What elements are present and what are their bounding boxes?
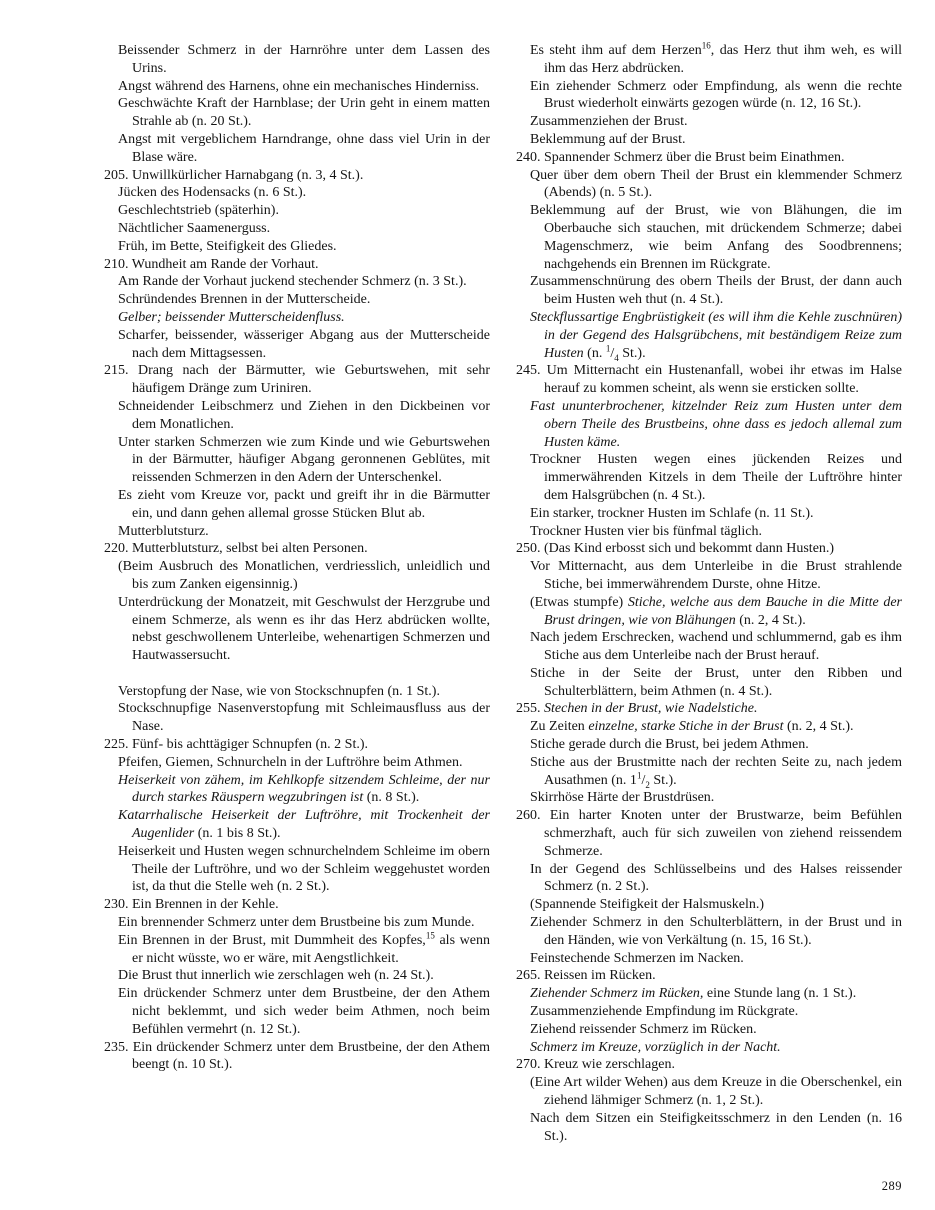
text-run: Beklemmung auf der Brust, wie von Blähungen, die im Oberbauche sich stauchen, mit drückendem Schmerze; dabei Magenschmerz, wie beim Anfang des Soodbrennens; nachgehends ein Brennen im Rückgrate. (530, 203, 902, 272)
symptom-entry (104, 487, 490, 523)
text-run: Geschlechtstrieb (späterhin). (118, 203, 279, 219)
text-run: Die Brust thut innerlich wie zerschlagen weh (n. 24 St.). (118, 968, 434, 984)
symptom-entry (516, 113, 902, 131)
text-run: Ziehender Schmerz im Rücken, (530, 986, 704, 1002)
text-run: St.). (649, 772, 677, 788)
text-run: Angst während des Harnens, ohne ein mechanisches Hinderniss. (118, 78, 480, 94)
entry-number: 230. (104, 897, 132, 913)
symptom-entry (104, 167, 490, 185)
symptom-entry (516, 1021, 902, 1039)
symptom-entry (516, 149, 902, 167)
text-run: Gelber; beissender Mutterscheidenfluss. (118, 309, 345, 325)
text-run: Zusammenschnürung des obern Theils der Brust, der dann auch beim Husten weh thut (n. 4 St.). (530, 274, 902, 308)
text-run: Heiserkeit und Husten wegen schnurchelndem Schleime im obern Theile der Luftröhre, und wo der Schleim weggehustet worden ist, da thut die Stelle weh (n. 2 St.). (118, 843, 490, 895)
symptom-entry (516, 1074, 902, 1110)
symptom-entry (104, 558, 490, 594)
text-run: Verstopfung der Nase, wie von Stockschnupfen (n. 1 St.). (118, 683, 440, 699)
symptom-entry (104, 914, 490, 932)
text-run: Trockner Husten wegen eines jückenden Reizes und immerwährenden Kitzels in dem Theile der Luftröhre hinter dem Halsgrübchen (n. 4 St.). (530, 452, 902, 503)
symptom-entry (104, 683, 490, 701)
symptom-entry (104, 309, 490, 327)
symptom-entry (104, 896, 490, 914)
text-run: Nach jedem Erschrecken, wachend und schlummernd, gab es ihm Stiche aus dem Unterleibe nach der Brust herauf. (530, 630, 902, 664)
text-run: Es steht ihm auf dem Herzen (530, 43, 702, 58)
symptom-entry (516, 1039, 902, 1057)
symptom-entry (104, 42, 490, 78)
text-run: Schmerz im Kreuze, vorzüglich in der Nacht. (530, 1039, 781, 1055)
text-run: Ein Brennen in der Kehle. (132, 897, 279, 913)
text-run: (Das Kind erbosst sich und bekommt dann Husten.) (544, 541, 835, 557)
text-run: Jücken des Hodensacks (n. 6 St.). (118, 185, 307, 201)
symptom-entry (516, 540, 902, 558)
symptom-entry (104, 434, 490, 487)
text-run: Schründendes Brennen in der Mutterscheide. (118, 292, 371, 308)
symptom-entry (516, 273, 902, 309)
symptom-entry (104, 967, 490, 985)
symptom-entry (104, 202, 490, 220)
text-run: Unter starken Schmerzen wie zum Kinde und wie Geburtswehen in der Bärmutter, häufiger Abgang geronnenen Geblütes, mit reissenden Schmerzen in den Adern der Unterschenkel. (118, 434, 490, 486)
text-run: Scharfer, beissender, wässeriger Abgang aus der Mutterscheide nach dem Mittagsessen. (118, 327, 490, 361)
symptom-entry (104, 184, 490, 202)
text-run: Um Mitternacht ein Hustenanfall, wobei ihr etwas im Halse herauf zu kommen scheint, als wenn sie ersticken sollte. (544, 363, 903, 397)
text-run: , das Herz thut ihm weh, es will ihm das Herz abdrücken. (544, 43, 902, 76)
symptom-entry (104, 398, 490, 434)
entry-number: 210. (104, 256, 132, 272)
symptom-entry (516, 754, 902, 790)
text-run: (n. 2, 4 St.). (735, 612, 806, 628)
symptom-entry (104, 327, 490, 363)
text-run: Kreuz wie zerschlagen. (544, 1057, 675, 1073)
symptom-entry (104, 273, 490, 291)
text-run: Angst mit vergeblichem Harndrange, ohne dass viel Urin in der Blase wäre. (118, 131, 490, 165)
entry-number: 205. (104, 167, 132, 183)
text-run: einzelne, starke Stiche in der Brust (588, 719, 784, 735)
text-run: (n. 8 St.). (363, 790, 420, 806)
text-block (104, 42, 902, 1145)
entry-number: 215. (104, 363, 138, 379)
symptom-entry (104, 736, 490, 754)
symptom-entry (104, 843, 490, 896)
symptom-entry (104, 1039, 490, 1075)
symptom-entry (104, 523, 490, 541)
text-run: Ein drückender Schmerz unter dem Brustbeine, der den Athem beengt (n. 10 St.). (132, 1039, 490, 1073)
text-run: Wundheit am Rande der Vorhaut. (131, 256, 319, 272)
symptom-entry (516, 789, 902, 807)
symptom-entry (516, 131, 902, 149)
symptom-entry (104, 807, 490, 843)
entry-number: 225. (104, 737, 132, 753)
text-run: Unwillkürlicher Harnabgang (n. 3, 4 St.). (132, 167, 364, 183)
symptom-entry (516, 896, 902, 914)
text-run: St.). (618, 345, 646, 361)
symptom-entry (104, 291, 490, 309)
column (516, 42, 902, 1145)
text-run: Feinstechende Schmerzen im Nacken. (530, 950, 744, 966)
symptom-entry (104, 754, 490, 772)
symptom-entry (516, 309, 902, 362)
text-run: Beklemmung auf der Brust. (530, 131, 686, 147)
text-run: Fast ununterbrochener, kitzelnder Reiz zum Husten unter dem obern Theile des Brustbeins, ohne dass es jedoch allemal zum Husten käme. (530, 398, 902, 450)
symptom-entry (516, 78, 902, 114)
text-run: Stiche in der Seite der Brust, unter den Ribben und Schulterblättern, beim Athmen (n. 4 St.). (530, 665, 902, 699)
symptom-entry (516, 398, 902, 451)
symptom-entry (516, 700, 902, 718)
symptom-entry (516, 629, 902, 665)
symptom-entry (516, 451, 902, 504)
text-run: Beissender Schmerz in der Harnröhre unter dem Lassen des Urins. (118, 43, 490, 76)
text-run: Vor Mitternacht, aus dem Unterleibe in die Brust strahlende Stiche, bei immerwährendem Durste, ohne Hitze. (530, 559, 902, 592)
text-run: Zu Zeiten (530, 719, 589, 735)
entry-number: 220. (104, 541, 132, 557)
text-run: Ein ziehender Schmerz oder Empfindung, als wenn die rechte Brust wiederholt einwärts gezogen würde (n. 12, 16 St.). (530, 78, 902, 112)
symptom-entry (516, 523, 902, 541)
symptom-entry (104, 594, 490, 665)
text-run: 1 (605, 342, 611, 353)
symptom-entry (516, 967, 902, 985)
symptom-entry (104, 700, 490, 736)
entry-number: 235. (104, 1039, 133, 1055)
entry-number: 260. (516, 808, 550, 824)
text-run: Steckflussartige Engbrüstigkeit (es will ihm die Kehle zuschnüren) in der Gegend des Halsgrübchens, mit beständigem Reize zum Husten (530, 309, 902, 361)
symptom-entry (104, 238, 490, 256)
symptom-entry (104, 131, 490, 167)
text-run: Nach dem Sitzen ein Steifigkeitsschmerz in den Lenden (n. 16 St.). (530, 1110, 902, 1144)
symptom-entry (516, 914, 902, 950)
symptom-entry (516, 718, 902, 736)
text-run: 16 (701, 40, 711, 51)
text-run: Ein drückender Schmerz unter dem Brustbeine, der den Athem nicht beklemmt, und sich weder beim Athmen, noch beim Befühlen vermehrt (n. 12 St.). (118, 986, 490, 1037)
entry-number: 245. (516, 363, 547, 379)
text-run: Ein harter Knoten unter der Brustwarze, beim Befühlen schmerzhaft, auch für sich zuweilen von ziehend reissendem Schmerze. (544, 808, 902, 859)
text-run: Ziehend reissender Schmerz im Rücken. (530, 1021, 757, 1037)
symptom-entry (516, 665, 902, 701)
text-run: 4 (614, 352, 619, 363)
symptom-entry (104, 772, 490, 808)
symptom-entry (516, 594, 902, 630)
entry-number: 250. (516, 541, 544, 557)
text-run: Ein Brennen in der Brust, mit Dummheit des Kopfes, (118, 932, 426, 948)
text-run: Ziehender Schmerz in den Schulterblättern, in der Brust und in den Händen, wie von Verkältung (n. 15, 16 St.). (530, 915, 902, 948)
text-run: Es zieht vom Kreuze vor, packt und greift ihr in die Bärmutter ein, und dann gehen allemal grosse Stücken Blut ab. (118, 487, 490, 521)
text-run: In der Gegend des Schlüsselbeins und des Halses reissender Schmerz (n. 2 St.). (530, 861, 902, 895)
symptom-entry (516, 42, 902, 78)
symptom-entry (516, 167, 902, 203)
text-run: Trockner Husten vier bis fünfmal täglich. (530, 523, 762, 539)
text-run: Skirrhöse Härte der Brustdrüsen. (530, 790, 715, 806)
text-run: 2 (645, 779, 650, 790)
page-number: 289 (881, 1179, 902, 1193)
text-run: 15 (425, 930, 435, 941)
text-run: Heiserkeit von zähem, im Kehlkopfe sitzendem Schleime, der nur durch starkes Räuspern wegzubringen ist (118, 772, 490, 806)
symptom-entry (104, 78, 490, 96)
text-run: 1 (636, 770, 642, 781)
text-run: Früh, im Bette, Steifigkeit des Gliedes. (118, 238, 337, 254)
text-run: Fünf- bis achttägiger Schnupfen (n. 2 St.). (132, 737, 369, 753)
symptom-entry (104, 985, 490, 1038)
text-run: Ein brennender Schmerz unter dem Brustbeine bis zum Munde. (118, 915, 475, 931)
symptom-entry (516, 558, 902, 594)
text-run: eine Stunde lang (n. 1 St.). (703, 986, 857, 1002)
symptom-entry (516, 807, 902, 860)
text-run: (n. 2, 4 St.). (783, 719, 854, 735)
symptom-entry (516, 362, 902, 398)
text-run: Unterdrückung der Monatzeit, mit Geschwulst der Herzgrube und einem Schmerze, als wenn es ihr das Herz abdrücken wollte, nebst geschwollenem Unterleibe, wehenartigen Schmerzen und Hautwassersucht. (118, 594, 490, 664)
text-run: Stechen in der Brust, wie Nadelstiche. (544, 701, 758, 717)
text-run: (Etwas stumpfe) (530, 594, 628, 610)
text-run: / (641, 772, 646, 788)
text-run: Nächtlicher Saamenerguss. (118, 220, 271, 236)
symptom-entry (104, 256, 490, 274)
text-run: (n. 1 bis 8 St.). (194, 826, 281, 842)
text-run: (Eine Art wilder Wehen) aus dem Kreuze in die Oberschenkel, ein ziehend lähmiger Schmerz (n. 1, 2 St.). (530, 1075, 902, 1109)
text-run: Drang nach der Bärmutter, wie Geburtswehen, mit sehr häufigem Dränge zum Uriniren. (132, 363, 491, 397)
symptom-entry (104, 220, 490, 238)
text-run: Schneidender Leibschmerz und Ziehen in den Dickbeinen vor dem Monatlichen. (118, 398, 490, 432)
symptom-entry (516, 202, 902, 273)
text-run: Mutterblutsturz. (118, 523, 209, 539)
text-run: (n. (583, 345, 606, 361)
symptom-entry (516, 1003, 902, 1021)
text-run: als wenn er nicht wüsste, wo er wäre, mit Aengstlichkeit. (132, 932, 490, 966)
symptom-entry (104, 95, 490, 131)
symptom-entry (516, 736, 902, 754)
entry-number: 265. (516, 968, 544, 984)
symptom-entry (516, 1110, 902, 1146)
symptom-entry (516, 985, 902, 1003)
symptom-entry (516, 505, 902, 523)
text-run: Reissen im Rücken. (544, 968, 656, 984)
text-run: Am Rande der Vorhaut juckend stechender Schmerz (n. 3 St.). (118, 274, 467, 290)
symptom-entry (104, 932, 490, 968)
text-run: Zusammenziehen der Brust. (530, 114, 688, 130)
symptom-entry (104, 540, 490, 558)
entry-number: 255. (516, 701, 544, 717)
text-run: Mutterblutsturz, selbst bei alten Personen. (132, 541, 368, 557)
text-run: (Beim Ausbruch des Monatlichen, verdriesslich, unleidlich und bis zum Zanken eigensinnig.) (118, 559, 490, 592)
text-run: Geschwächte Kraft der Harnblase; der Urin geht in einem matten Strahle ab (n. 20 St.). (118, 96, 490, 130)
entry-number: 270. (516, 1057, 544, 1073)
entry-number: 240. (516, 149, 544, 165)
text-run: Spannender Schmerz über die Brust beim Einathmen. (544, 149, 845, 165)
text-run: Stiche, welche aus dem Bauche in die Mitte der Brust dringen, wie von Blähungen (544, 594, 902, 628)
text-run: Stiche aus der Brustmitte nach der rechten Seite zu, nach jedem Ausathmen (n. 1 (530, 754, 902, 788)
text-run: Katarrhalische Heiserkeit der Luftröhre, mit Trockenheit der Augenlider (118, 808, 490, 842)
text-run: Stiche gerade durch die Brust, bei jedem Athmen. (530, 737, 809, 753)
text-run: / (610, 345, 615, 361)
text-run: Stockschnupfige Nasenverstopfung mit Schleimausfluss aus der Nase. (118, 701, 490, 735)
text-run: Pfeifen, Giemen, Schnurcheln in der Luftröhre beim Athmen. (118, 754, 463, 770)
text-run: Zusammenziehende Empfindung im Rückgrate. (530, 1004, 799, 1020)
symptom-entry (516, 861, 902, 897)
text-run: Ein starker, trockner Husten im Schlafe (n. 11 St.). (530, 505, 814, 521)
text-run: (Spannende Steifigkeit der Halsmuskeln.) (530, 897, 765, 913)
symptom-entry (516, 1056, 902, 1074)
symptom-entry (104, 362, 490, 398)
text-run: Quer über dem obern Theil der Brust ein klemmender Schmerz (Abends) (n. 5 St.). (530, 167, 902, 201)
symptom-entry (516, 950, 902, 968)
column (104, 42, 490, 1145)
